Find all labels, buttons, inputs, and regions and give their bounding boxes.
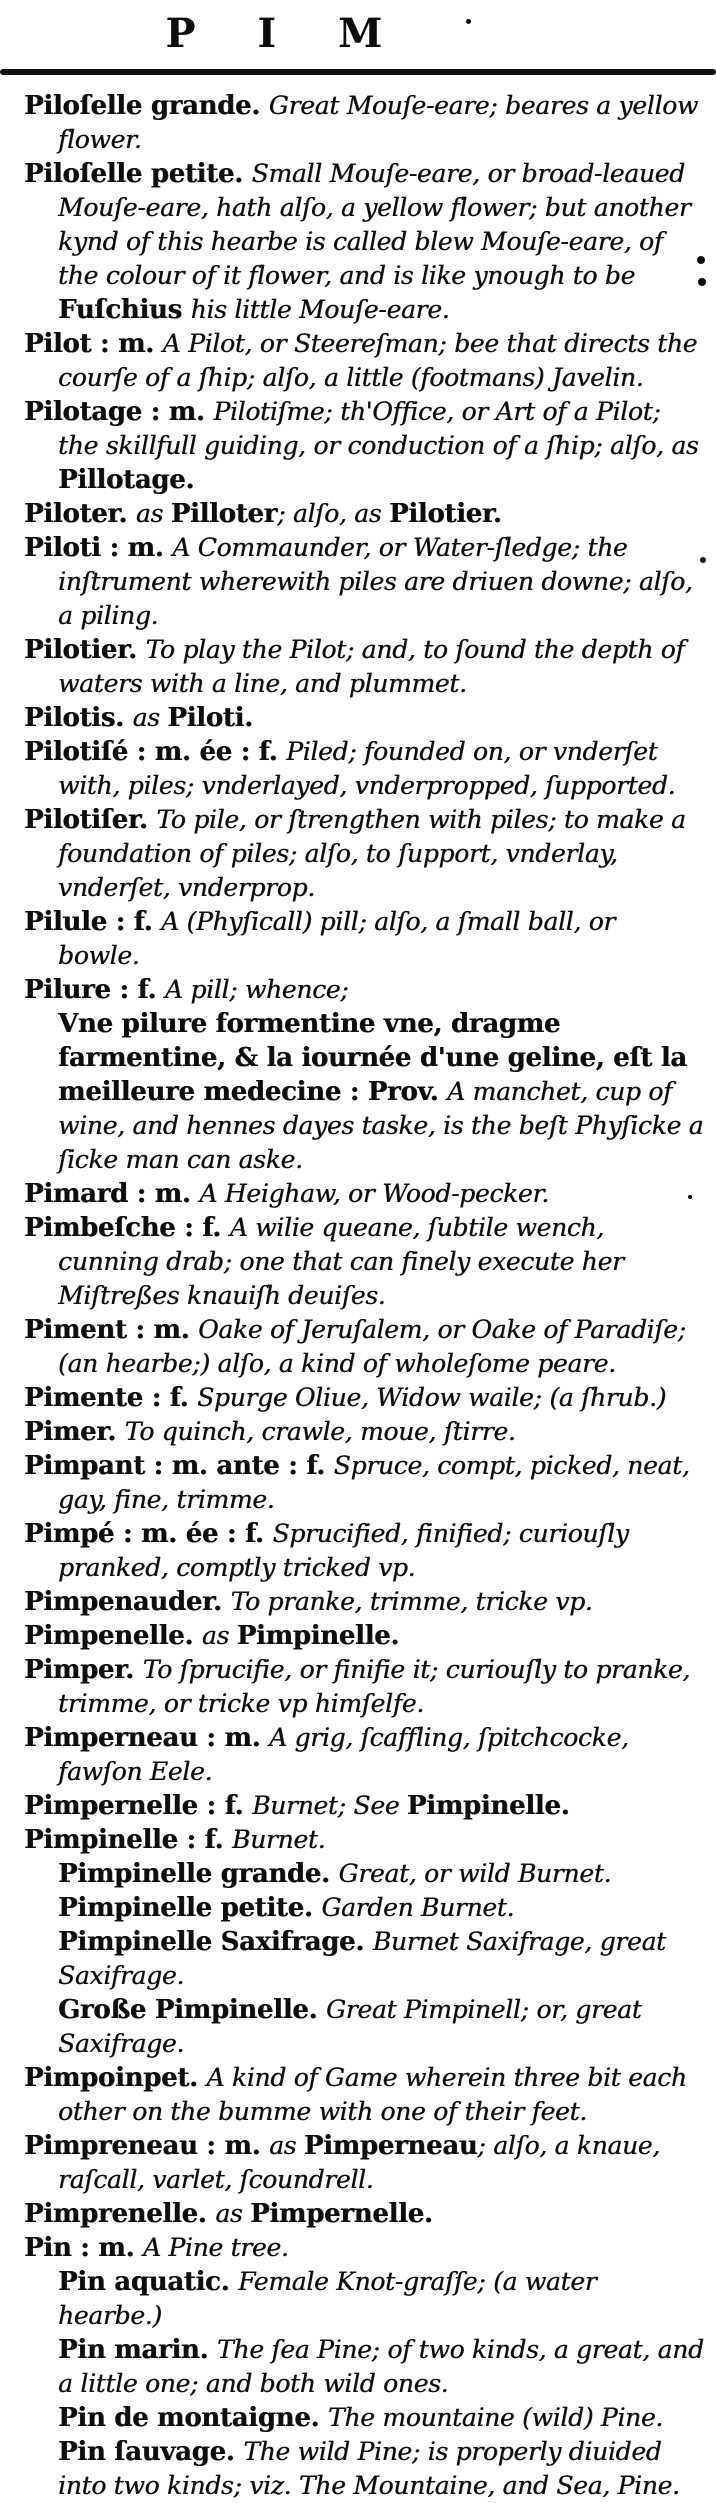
scan-speck [700, 557, 706, 563]
headword: Pimer. [24, 1417, 125, 1447]
dictionary-entry [0, 973, 704, 1007]
dictionary-subentry [0, 2435, 704, 2503]
definition-text: Burnet. [232, 1825, 326, 1854]
dictionary-entry [0, 633, 704, 701]
headword: Vne pilure formentine vne, dragme farmentine, & la iournée d'une geline, eſt la meilleure medecine : Prov. [58, 1009, 687, 1107]
headword: Pin ſauvage. [58, 2437, 244, 2467]
headword: Pilotiſer. [24, 805, 157, 835]
definition-text: his little Mouſe-eare. [190, 295, 450, 324]
headword: Pimprenelle. [24, 2199, 216, 2229]
definition-text: The mountaine (wild) Pine. [327, 2403, 663, 2432]
dictionary-subentry [0, 2333, 704, 2401]
definition-text: Spruce, compt, picked, neat, gay, fine, trimme. [58, 1451, 690, 1514]
cross-reference: Pilloter [170, 499, 278, 529]
header-rule [0, 69, 716, 75]
headword: Pimbeſche : f. [24, 1213, 230, 1243]
definition-text: as [132, 703, 168, 732]
headword: Große Pimpinelle. [58, 1995, 327, 2025]
definition-text: A Pine tree. [142, 2233, 289, 2262]
definition-text: A manchet, cup of wine, and hennes dayes taske, is the beſt Phyſicke a ſicke man can aske. [58, 1077, 704, 1174]
definition-text: To pile, or ſtrengthen with piles; to make a foundation of piles; alſo, to ſupport, vnderlay, vnderſet, vnderprop. [58, 805, 686, 902]
cross-reference: Pimpinelle. [406, 1791, 570, 1821]
dictionary-subentry [0, 1993, 704, 2061]
definition-text: To ſprucifie, or finifie it; curiouſly to pranke, trimme, or tricke vp himſelfe. [58, 1655, 691, 1718]
headword: Pin : m. [24, 2233, 143, 2263]
definition-text: Spurge Oliue, Widow waile; (a ſhrub.) [197, 1383, 667, 1412]
headword: Pilule : f. [24, 907, 162, 937]
dictionary-entry [0, 1313, 704, 1381]
headword: Pimpoinpet. [24, 2063, 207, 2093]
scan-speck [688, 1195, 692, 1199]
cross-reference: Piloti. [167, 703, 253, 733]
dictionary-entry [0, 1789, 704, 1823]
headword: Pimpernelle : f. [24, 1791, 253, 1821]
headword: Pilotiſé : m. ée : f. [24, 737, 287, 767]
definition-text: Oake of Jeruſalem, or Oake of Paradiſe; (an hearbe;) alſo, a kind of wholeſome peare. [58, 1315, 686, 1378]
dictionary-subentry [0, 1007, 704, 1177]
cross-reference: Pimpernelle. [250, 2199, 433, 2229]
definition-text: Sprucified, finified; curiouſly pranked, comptly tricked vp. [58, 1519, 629, 1582]
dictionary-entry [0, 1653, 704, 1721]
dictionary-entry [0, 1177, 704, 1211]
definition-text: ; alſo, as [277, 499, 389, 528]
dictionary-entry [0, 157, 704, 327]
headword: Pin marin. [58, 2335, 218, 2365]
definition-text: A grig, ſcaffling, ſpitchcocke, fawſon Eele. [58, 1723, 629, 1786]
definition-text: To play the Pilot; and, to ſound the depth of waters with a line, and plummet. [58, 635, 685, 698]
headword: Pimper. [24, 1655, 143, 1685]
headword: Pimpinelle : f. [24, 1825, 232, 1855]
headword: Piloti : m. [24, 533, 173, 563]
headword: Pilotage : m. [24, 397, 214, 427]
headword: Pimpinelle Saxifrage. [58, 1927, 373, 1957]
definition-text: A wilie queane, ſubtile wench, cunning drab; one that can finely execute her Miſtreßes knauiſh deuiſes. [58, 1213, 624, 1310]
definition-text: Small Mouſe-eare, or broad-leaued Mouſe-eare, hath alſo, a yellow flower; but another kynd of this hearbe is called blew Mouſe-eare, of the colour of it flower, and is like ynough to be [58, 159, 691, 290]
dictionary-entry [0, 531, 704, 633]
scan-speck [698, 278, 706, 286]
dictionary-entry [0, 89, 704, 157]
dictionary-subentry [0, 2401, 704, 2435]
dictionary-entry [0, 2129, 704, 2197]
cross-reference: Pimperneau [303, 2131, 478, 2161]
headword: Pimperneau : m. [24, 1723, 270, 1753]
dictionary-entry [0, 905, 704, 973]
headword: Piment : m. [24, 1315, 199, 1345]
headword: Pimpinelle petite. [58, 1893, 322, 1923]
dictionary-entry [0, 2061, 704, 2129]
page [0, 10, 716, 2500]
dictionary-entry [0, 1823, 704, 1857]
dictionary-entry [0, 1619, 704, 1653]
dictionary-entry [0, 327, 704, 395]
headword: Pilot : m. [24, 329, 163, 359]
headword: Pilotis. [24, 703, 133, 733]
cross-reference: Fuſchius [58, 295, 191, 325]
headword: Pimpenelle. [24, 1621, 202, 1651]
page-header: P I M [165, 10, 407, 57]
dictionary-entry [0, 1517, 704, 1585]
definition-text: A Commaunder, or Water-ſledge; the inſtrument wherewith piles are driuen downe; alſo, a piling. [58, 533, 693, 630]
dictionary-entry [0, 1211, 704, 1313]
dictionary-entry [0, 1381, 704, 1415]
dictionary-entry [0, 1721, 704, 1789]
headword: Pimpenauder. [24, 1587, 231, 1617]
headword: Pin aquatic. [58, 2267, 239, 2297]
headword: Pimard : m. [24, 1179, 200, 1209]
dictionary-entry [0, 1585, 704, 1619]
dictionary-subentry [0, 2265, 704, 2333]
definition-text: as [201, 1621, 237, 1650]
definition-text: The wild Pine; is properly diuided into two kinds; viz. The Mountaine, and Sea, Pine. [58, 2437, 680, 2500]
dictionary-entry [0, 1415, 704, 1449]
scan-speck [697, 256, 705, 264]
definition-text: To quinch, crawle, moue, ſtirre. [124, 1417, 516, 1446]
dictionary-entry [0, 497, 704, 531]
definition-text: Female Knot-graſſe; (a water hearbe.) [58, 2267, 597, 2330]
definition-text: A pill; whence; [164, 975, 349, 1004]
headword: Pimpreneau : m. [24, 2131, 270, 2161]
dictionary-entry [0, 1449, 704, 1517]
definition-text: Great Mouſe-eare; beares a yellow flower. [58, 91, 698, 154]
definition-text: A Pilot, or Steereſman; bee that directs the courſe of a ſhip; alſo, a little (footmans) Javelin. [58, 329, 698, 392]
dictionary-entry [0, 803, 704, 905]
definition-text: Garden Burnet. [321, 1893, 515, 1922]
dictionary-entry [0, 395, 704, 497]
headword: Pimpant : m. ante : f. [24, 1451, 334, 1481]
definition-text: as [135, 499, 171, 528]
headword: Piloſelle petite. [24, 159, 252, 189]
headword: Pimente : f. [24, 1383, 198, 1413]
headword: Piloter. [24, 499, 136, 529]
definition-text: Great Pimpinell; or, great Saxifrage. [58, 1995, 642, 2058]
cross-reference: Pillotage. [58, 465, 195, 495]
dictionary-subentry [0, 1857, 704, 1891]
definition-text: ; alſo, a knaue, raſcall, varlet, ſcoundrell. [58, 2131, 660, 2194]
headword: Pimpé : m. ée : f. [24, 1519, 273, 1549]
definition-text: Burnet Saxifrage, great Saxifrage. [58, 1927, 666, 1990]
headword: Pilotier. [24, 635, 146, 665]
cross-reference: Pimpinelle. [236, 1621, 400, 1651]
cross-reference: Pilotier. [388, 499, 502, 529]
dictionary-entry [0, 2197, 704, 2231]
dictionary-entry [0, 701, 704, 735]
headword: Pimpinelle grande. [58, 1859, 339, 1889]
headword: Piloſelle grande. [24, 91, 269, 121]
definition-text: Pilotiſme; th'Office, or Art of a Pilot; the skillfull guiding, or conduction of a ſhip; alſo, as [58, 397, 699, 460]
headword: Pin de montaigne. [58, 2403, 328, 2433]
definition-text: Burnet; See [252, 1791, 407, 1820]
definition-text: The ſea Pine; of two kinds, a great, and a little one; and both wild ones. [58, 2335, 704, 2398]
definition-text: A kind of Game wherein three bit each other on the bumme with one of their feet. [58, 2063, 687, 2126]
definition-text: Piled; founded on, or vnderſet with, piles; vnderlayed, vnderpropped, ſupported. [58, 737, 676, 800]
definition-text: as [269, 2131, 304, 2160]
definition-text: as [215, 2199, 251, 2228]
dictionary-entry [0, 2231, 704, 2265]
dictionary-subentry [0, 1925, 704, 1993]
definition-text: Great, or wild Burnet. [338, 1859, 612, 1888]
headword: Pilure : f. [24, 975, 165, 1005]
dictionary-entry [0, 735, 704, 803]
definition-text: A Heighaw, or Wood-pecker. [199, 1179, 549, 1208]
definition-text: To pranke, trimme, tricke vp. [230, 1587, 593, 1616]
scan-speck [466, 19, 471, 24]
definition-text: A (Phyſicall) pill; alſo, a ſmall ball, or bowle. [58, 907, 616, 970]
entry-list [0, 89, 716, 2503]
dictionary-subentry [0, 1891, 704, 1925]
